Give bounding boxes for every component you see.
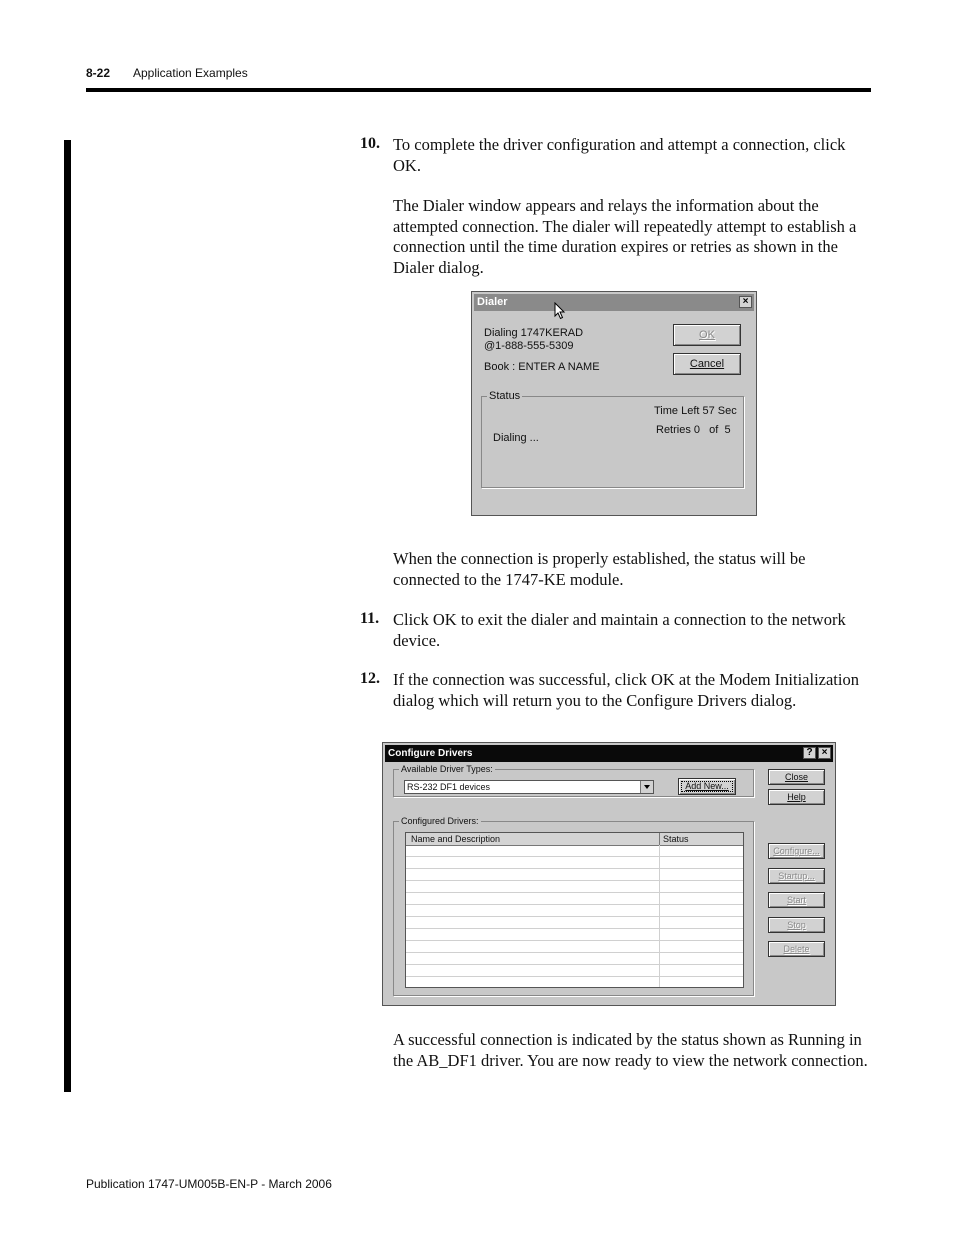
driver-type-selected-value: RS-232 DF1 devices <box>407 782 491 792</box>
close-icon: × <box>821 747 828 758</box>
change-bar <box>64 140 71 1092</box>
configure-drivers-titlebar[interactable] <box>385 745 833 762</box>
status-groupbox <box>481 390 744 488</box>
step-10-text: To complete the driver configuration and attempt a connection, click OK. <box>393 135 846 175</box>
after-configure-paragraph: A successful connection is indicated by the status shown as Running in the AB_DF1 driver. You are now ready to view the network connection. <box>393 1030 868 1070</box>
dropdown-arrow-button[interactable] <box>640 781 653 793</box>
mouse-cursor-icon <box>554 302 566 320</box>
delete-button[interactable]: Delete <box>768 941 825 957</box>
publication-footer: Publication 1747-UM005B-EN-P - March 2006 <box>86 1177 332 1191</box>
driver-type-select[interactable] <box>404 780 654 794</box>
help-button[interactable]: Help <box>768 789 825 805</box>
retries-text: Retries 0 of 5 <box>656 424 731 436</box>
column-divider <box>659 833 660 845</box>
dialer-intro-paragraph: The Dialer window appears and relays the information about the attempted connection. The dialer will repeatedly attempt to establish a connection until the time duration expires or retries as shown in the Dialer dialog. <box>393 196 857 277</box>
available-drivers-label: Available Driver Types: <box>401 764 493 774</box>
phonebook-entry: Book : ENTER A NAME <box>484 361 600 373</box>
configure-button[interactable]: Configure... <box>768 843 825 859</box>
dialer-dialog <box>471 291 757 516</box>
dialer-titlebar[interactable] <box>474 294 754 311</box>
dialer-ok-button[interactable]: OK <box>673 324 741 346</box>
step-12-text: If the connection was successful, click OK at the Modem Initialization dialog which will return you to the Configure Drivers dialog. <box>393 670 859 710</box>
dialer-title: Dialer <box>477 296 508 308</box>
section-title: Application Examples <box>133 66 248 80</box>
configured-drivers-groupbox <box>393 816 754 996</box>
startup-button[interactable]: Startup... <box>768 868 825 884</box>
context-help-button[interactable] <box>803 747 816 759</box>
time-left-text: Time Left 57 Sec <box>654 405 737 417</box>
step-10-number: 10. <box>360 135 380 152</box>
header-rule <box>86 88 871 92</box>
step-11-number: 11. <box>360 610 380 627</box>
question-mark-icon: ? <box>806 747 813 758</box>
status-column-line <box>659 845 660 988</box>
step-11-text: Click OK to exit the dialer and maintain a connection to the network device. <box>393 610 846 650</box>
configure-drivers-title: Configure Drivers <box>388 748 473 759</box>
dialing-number-line: Dialing 1747KERAD <box>484 327 584 339</box>
page-number: 8-22 <box>86 66 111 80</box>
add-new-button[interactable]: Add New... <box>678 778 736 795</box>
configured-drivers-label: Configured Drivers: <box>401 816 479 826</box>
dialer-close-button[interactable] <box>739 296 752 308</box>
status-group-label: Status <box>489 390 521 402</box>
close-icon: × <box>742 296 749 307</box>
column-header-status[interactable]: Status <box>663 834 689 844</box>
after-dialer-paragraph: When the connection is properly established, the status will be connected to the 1747-KE module. <box>393 549 806 589</box>
stop-button[interactable]: Stop <box>768 917 825 933</box>
configure-close-x-button[interactable] <box>818 747 831 759</box>
chevron-down-icon <box>641 781 653 793</box>
dialing-status-text: Dialing ... <box>493 432 539 444</box>
configured-drivers-list[interactable] <box>405 832 744 988</box>
column-header-name[interactable]: Name and Description <box>411 834 501 844</box>
configure-drivers-dialog <box>382 742 836 1006</box>
dialer-cancel-button[interactable]: Cancel <box>673 353 741 375</box>
start-button[interactable]: Start <box>768 892 825 908</box>
step-12-number: 12. <box>360 670 380 687</box>
close-button[interactable]: Close <box>768 769 825 785</box>
dialing-phone-line: @1-888-555-5309 <box>484 340 574 352</box>
available-drivers-groupbox <box>393 764 754 797</box>
list-header-row <box>406 833 743 846</box>
